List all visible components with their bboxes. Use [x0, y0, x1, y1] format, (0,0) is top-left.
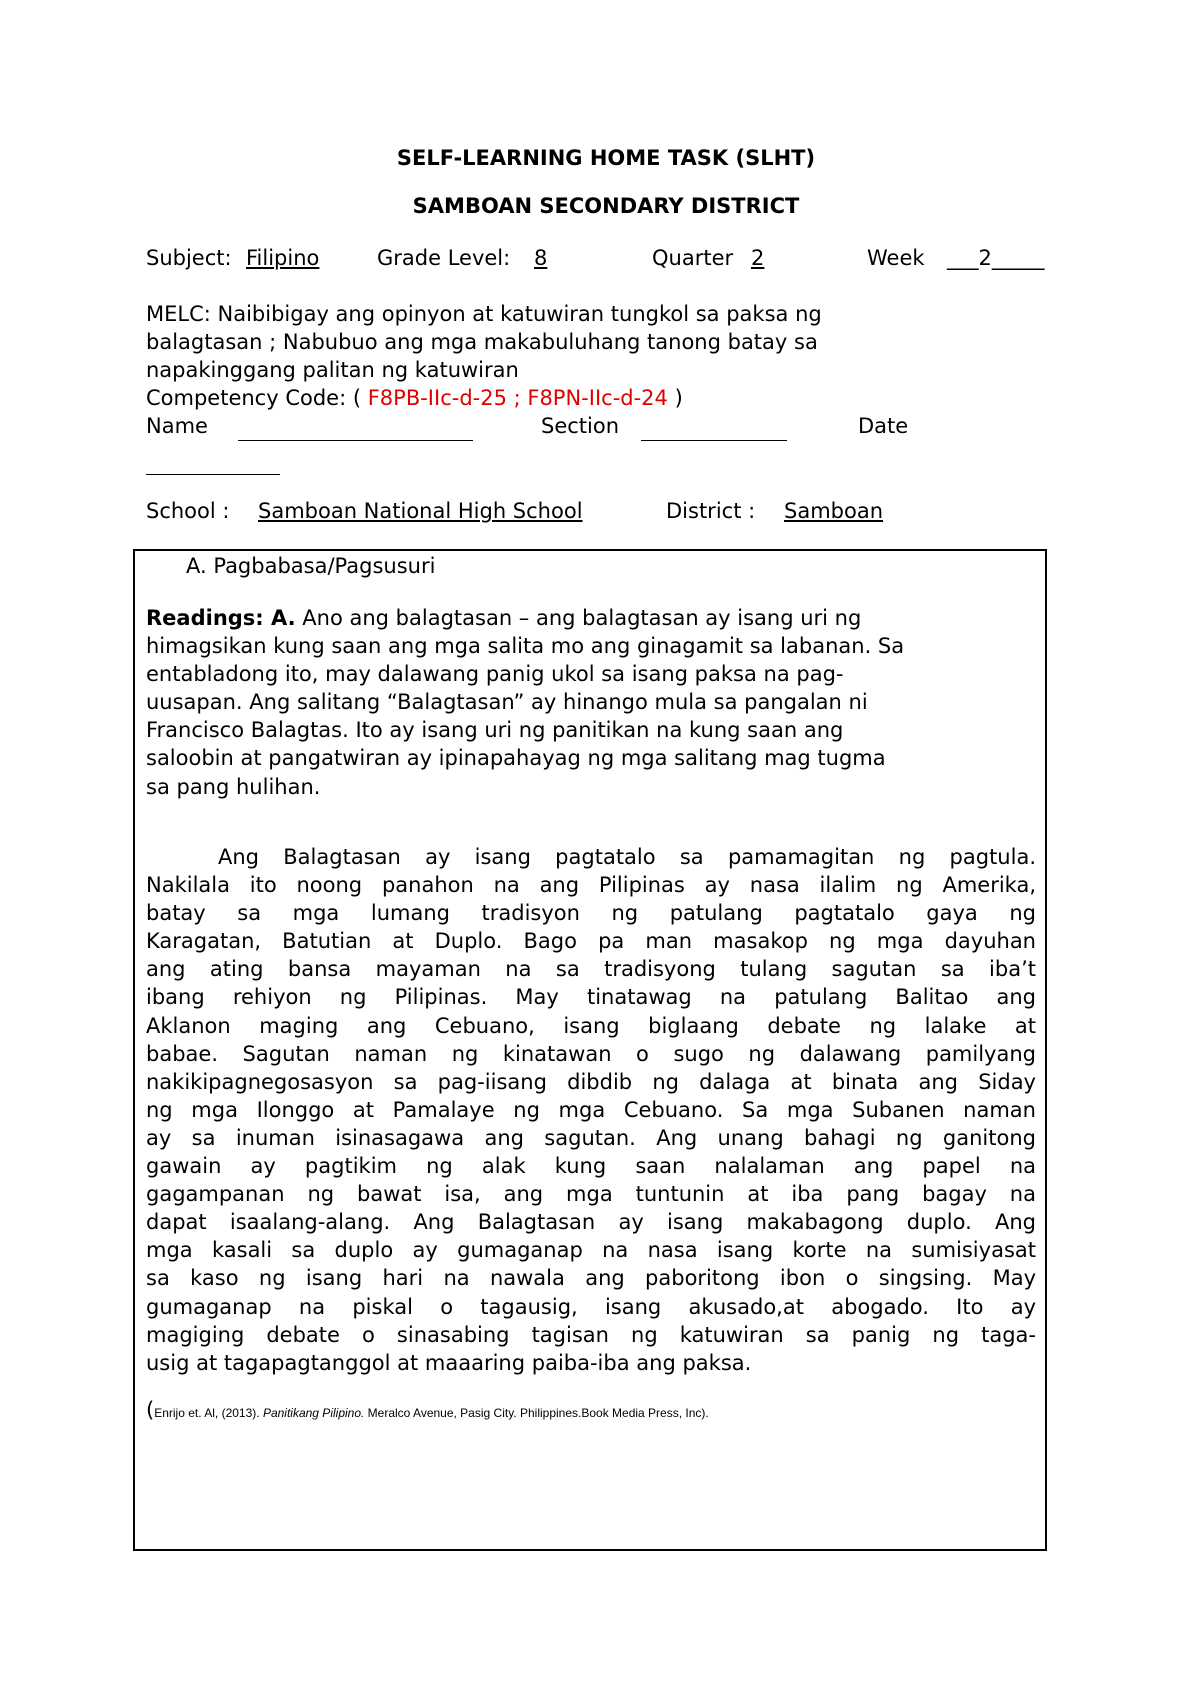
section-blank-line[interactable] — [641, 440, 787, 441]
melc-line-1: MELC: Naibibigay ang opinyon at katuwiran tungkol sa paksa ng — [146, 302, 822, 326]
name-label: Name — [146, 414, 208, 438]
intro-line: entabladong ito, may dalawang panig ukol sa isang paksa na pag- — [146, 662, 844, 687]
body-line: sa kaso ng isang hari na nawala ang paboritong ibon o singsing. May — [146, 1266, 1036, 1291]
body-line: gagampanan ng bawat isa, ang mga tuntunin at iba pang bagay na — [146, 1182, 1036, 1207]
district-value: Samboan — [784, 499, 884, 523]
body-line: ng mga Ilonggo at Pamalaye ng mga Cebuano. Sa mga Subanen naman — [146, 1097, 1036, 1122]
citation-authors: Enrijo et. Al, (2013). — [154, 1406, 263, 1420]
intro-line: saloobin at pangatwiran ay ipinapahayag ng mga salitang mag tugma — [146, 746, 886, 771]
intro-line: Francisco Balagtas. Ito ay isang uri ng panitikan na kung saan ang — [146, 718, 844, 743]
citation — [146, 1398, 709, 1422]
grade-level-value: 8 — [534, 246, 548, 270]
district-label: District : — [666, 499, 756, 523]
body-line: dapat isaalang-alang. Ang Balagtasan ay isang makabagong duplo. Ang — [146, 1210, 1036, 1235]
body-line: usig at tagapagtanggol at maaaring paiba-iba ang paksa. — [146, 1350, 752, 1375]
competency-suffix: ) — [667, 386, 683, 410]
citation-paren: ( — [146, 1398, 155, 1422]
school-label: School : — [146, 499, 230, 523]
body-line: nakikipagnegosasyon sa pag-iisang dibdib ng dalaga at binata ang Siday — [146, 1069, 1036, 1094]
body-line: babae. Sagutan naman ng kinatawan o sugo ng dalawang pamilyang — [146, 1041, 1036, 1066]
body-line: magiging debate o sinasabing tagisan ng katuwiran sa panig ng taga- — [146, 1322, 1036, 1347]
week-label: Week — [867, 246, 925, 270]
competency-code — [146, 384, 683, 412]
competency-codes: F8PB-IIc-d-25 ; F8PN-IIc-d-24 — [367, 386, 668, 410]
intro-line: Readings: A. Ano ang balagtasan – ang balagtasan ay isang uri ng — [146, 606, 862, 630]
body-line: mga kasali sa duplo ay gumaganap na nasa isang korte na sumisiyasat — [146, 1238, 1036, 1263]
quarter-label: Quarter — [652, 246, 734, 270]
intro-line: sa pang hulihan. — [146, 774, 321, 799]
competency-prefix: Competency Code: ( — [146, 386, 368, 410]
readings-label: Readings: A. — [146, 606, 296, 630]
body-line: Nakilala ito noong panahon na ang Pilipinas ay nasa ilalim ng Amerika, — [146, 873, 1036, 898]
body-line: batay sa mga lumang tradisyon ng patulang pagtatalo gaya ng — [146, 901, 1036, 926]
intro-paragraph — [146, 604, 1036, 801]
week-value: ___2_____ — [947, 246, 1045, 270]
body-line: Karagatan, Batutian at Duplo. Bago pa man masakop ng mga dayuhan — [146, 929, 1036, 954]
body-line: ibang rehiyon ng Pilipinas. May tinatawag na patulang Balitao ang — [146, 985, 1036, 1010]
citation-title: Panitikang Pilipino. — [262, 1406, 365, 1420]
name-blank-line[interactable] — [238, 440, 473, 441]
melc-line-3: napakinggang palitan ng katuwiran — [146, 358, 519, 382]
body-line: ang ating bansa mayaman na sa tradisyong tulang sagutan sa iba’t — [146, 957, 1036, 982]
subject-label: Subject: — [146, 246, 232, 270]
body-paragraph — [146, 843, 1036, 1377]
intro-line: himagsikan kung saan ang mga salita mo ang ginagamit sa labanan. Sa — [146, 634, 905, 659]
intro-line: uusapan. Ang salitang “Balagtasan” ay hinango mula sa pangalan ni — [146, 690, 868, 715]
subject-value: Filipino — [246, 246, 320, 270]
body-line: Ang Balagtasan ay isang pagtatalo sa pamamagitan ng pagtula. — [218, 845, 1036, 869]
school-value: Samboan National High School — [258, 499, 583, 523]
section-heading: A. Pagbabasa/Pagsusuri — [186, 554, 436, 578]
body-line: gumaganap na piskal o tagausig, isang akusado,at abogado. Ito ay — [146, 1294, 1036, 1319]
date-label: Date — [858, 414, 909, 438]
body-line: gawain ay pagtikim ng alak kung saan nalalaman ang papel na — [146, 1154, 1036, 1179]
section-label: Section — [541, 414, 620, 438]
quarter-value: 2 — [751, 246, 765, 270]
body-line: Aklanon maging ang Cebuano, isang biglaang debate ng lalake at — [146, 1013, 1036, 1038]
citation-publisher: Meralco Avenue, Pasig City. Philippines.Book Media Press, Inc). — [364, 1406, 709, 1420]
district-title: SAMBOAN SECONDARY DISTRICT — [412, 194, 800, 218]
document-title: SELF-LEARNING HOME TASK (SLHT) — [396, 146, 816, 170]
melc-line-2: balagtasan ; Nabubuo ang mga makabuluhang tanong batay sa — [146, 330, 818, 354]
grade-level-label: Grade Level: — [377, 246, 511, 270]
date-blank-line[interactable] — [146, 474, 280, 475]
body-line: ay sa inuman isinasagawa ang sagutan. Ang unang bahagi ng ganitong — [146, 1125, 1036, 1150]
